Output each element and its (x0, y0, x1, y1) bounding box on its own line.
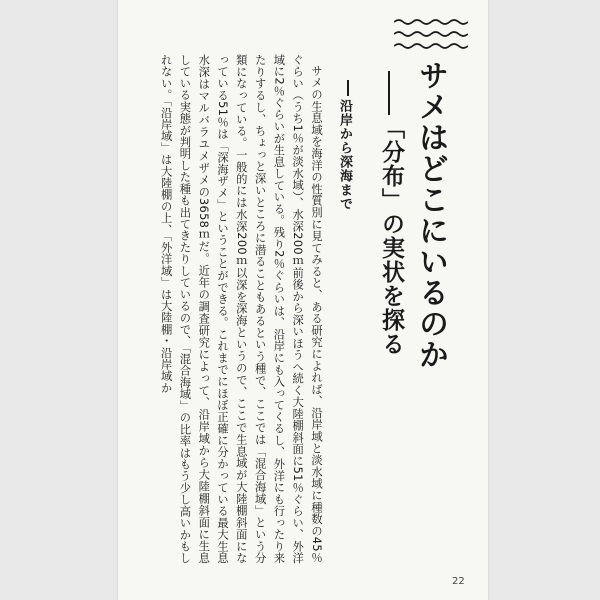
title-rule (388, 71, 390, 115)
body-text (125, 54, 325, 564)
wave-lines-icon (394, 18, 468, 50)
page-number: 22 (452, 576, 465, 587)
body-paragraph: サメの生息域を海洋の性質別に見てみると、ある研究によれば、沿岸域と淡水域に種数の45％ぐらい（うち1％が淡水域）、水深200ｍ前後から深いほうへ続く大陸棚斜面に51％ぐらい、外洋域に2％ぐらいが生息している。残り2％ぐらいは、沿岸にも入ってくるし、外洋にも行ったり来たりするし、ちょっと深いところに潜ることもあるという種で、ここでは「混合海域」という分類になっている。一般的には水深200ｍ以深を深海というので、ここで生息域が大陸棚斜面になっている51％は「深海ザメ」ということができる。これまでにほぼ正確に分かっている最大生息水深はマルバラユメザメの3658ｍだ。近年の調査研究によって、沿岸域から大陸棚斜面に生息している実態が判明した種も出てきたりしているので、「混合海域」の比率はもう少し高いかもしれない。「沿岸域」は大陸棚の上、「外洋域」は大陸棚・沿岸域か (159, 54, 323, 564)
subheading-rule (347, 80, 349, 96)
chapter-title: サメはどこにいるのか (413, 60, 448, 370)
section-subheading: 沿岸から深海まで (337, 99, 352, 211)
chapter-subtitle: 「分布」の実状を探る (378, 116, 404, 356)
